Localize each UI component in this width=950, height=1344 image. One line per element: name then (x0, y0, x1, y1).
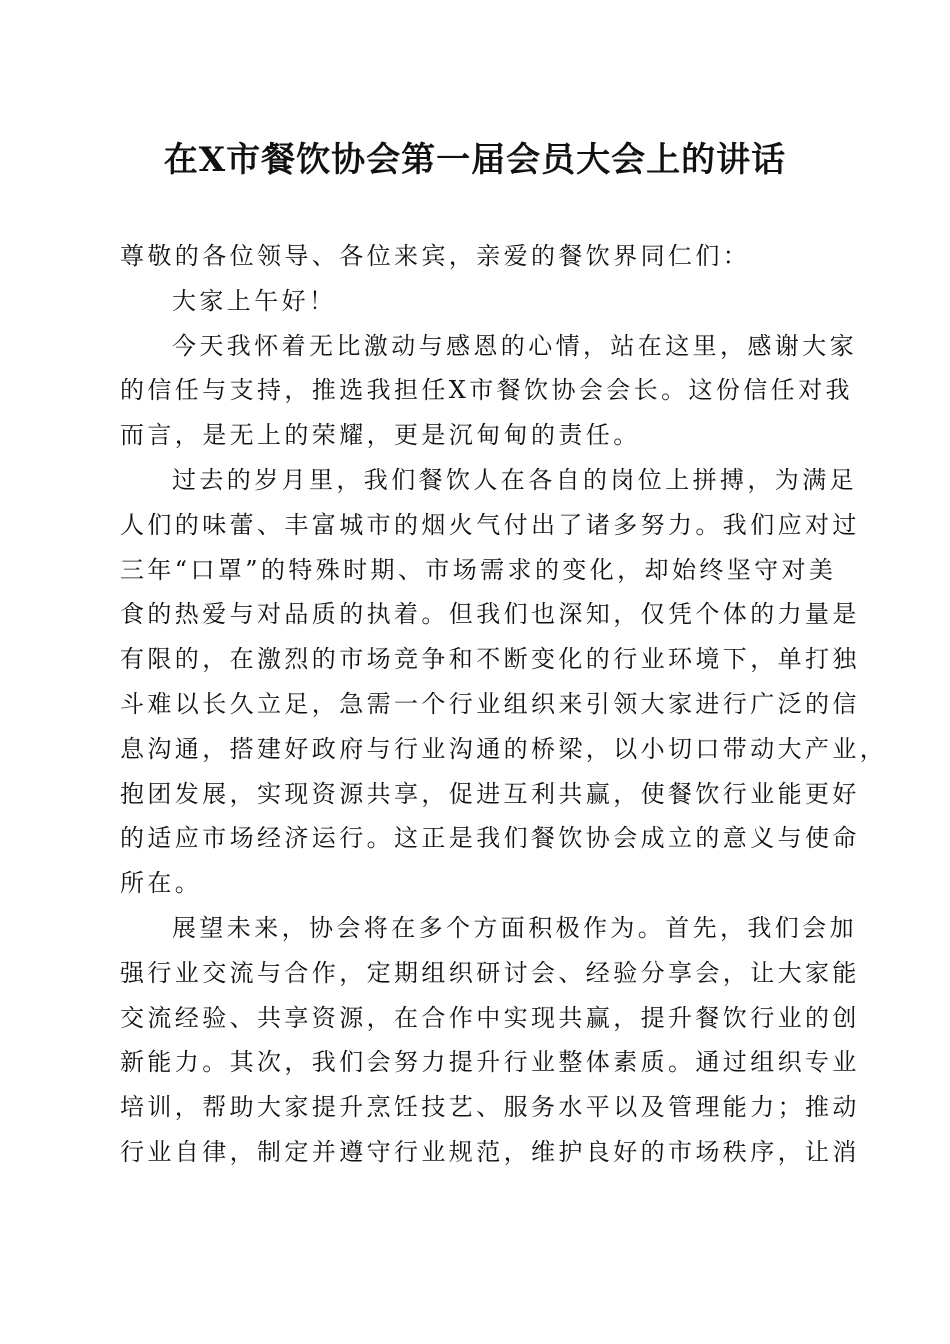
text-line: 所在。 (120, 869, 203, 898)
text-line: 新能力。其次，我们会努力提升行业整体素质。通过组织专业 (120, 1048, 860, 1077)
text-line: 尊敬的各位领导、各位来宾，亲爱的餐饮界同仁们： (120, 242, 751, 270)
text-line: 斗难以长久立足，急需一个行业组织来引领大家进行广泛的信 (120, 689, 860, 718)
text-line: 息沟通，搭建好政府与行业沟通的桥梁，以小切口带动大产业， (120, 734, 888, 763)
text-line: 抱团发展，实现资源共享，促进互利共赢，使餐饮行业能更好 (120, 779, 860, 808)
speech-body (120, 234, 888, 1175)
text-line: 行业自律，制定并遵守行业规范，维护良好的市场秩序，让消 (120, 1137, 860, 1166)
document-title: 在X市餐饮协会第一届会员大会上的讲话 (163, 140, 787, 180)
text-line: 三年“口罩”的特殊时期、市场需求的变化，却始终坚守对美 (120, 555, 837, 584)
text-line: 人们的味蕾、丰富城市的烟火气付出了诸多努力。我们应对过 (120, 510, 860, 539)
text-line: 过去的岁月里，我们餐饮人在各自的岗位上拼搏，为满足 (172, 465, 857, 494)
text-line: 今天我怀着无比激动与感恩的心情，站在这里，感谢大家 (172, 331, 857, 360)
text-line: 交流经验、共享资源，在合作中实现共赢，提升餐饮行业的创 (120, 1003, 860, 1032)
text-line: 培训，帮助大家提升烹饪技艺、服务水平以及管理能力；推动 (120, 1093, 860, 1122)
text-line: 有限的，在激烈的市场竞争和不断变化的行业环境下，单打独 (120, 645, 860, 674)
text-line: 的信任与支持，推选我担任X市餐饮协会会长。这份信任对我 (120, 376, 853, 405)
text-line: 食的热爱与对品质的执着。但我们也深知，仅凭个体的力量是 (120, 600, 860, 629)
text-line: 而言，是无上的荣耀，更是沉甸甸的责任。 (120, 421, 641, 450)
text-line: 强行业交流与合作，定期组织研讨会、经验分享会，让大家能 (120, 958, 860, 987)
text-line: 的适应市场经济运行。这正是我们餐饮协会成立的意义与使命 (120, 824, 860, 853)
text-line: 大家上午好！ (172, 286, 337, 315)
text-line: 展望未来，协会将在多个方面积极作为。首先，我们会加 (172, 913, 857, 942)
